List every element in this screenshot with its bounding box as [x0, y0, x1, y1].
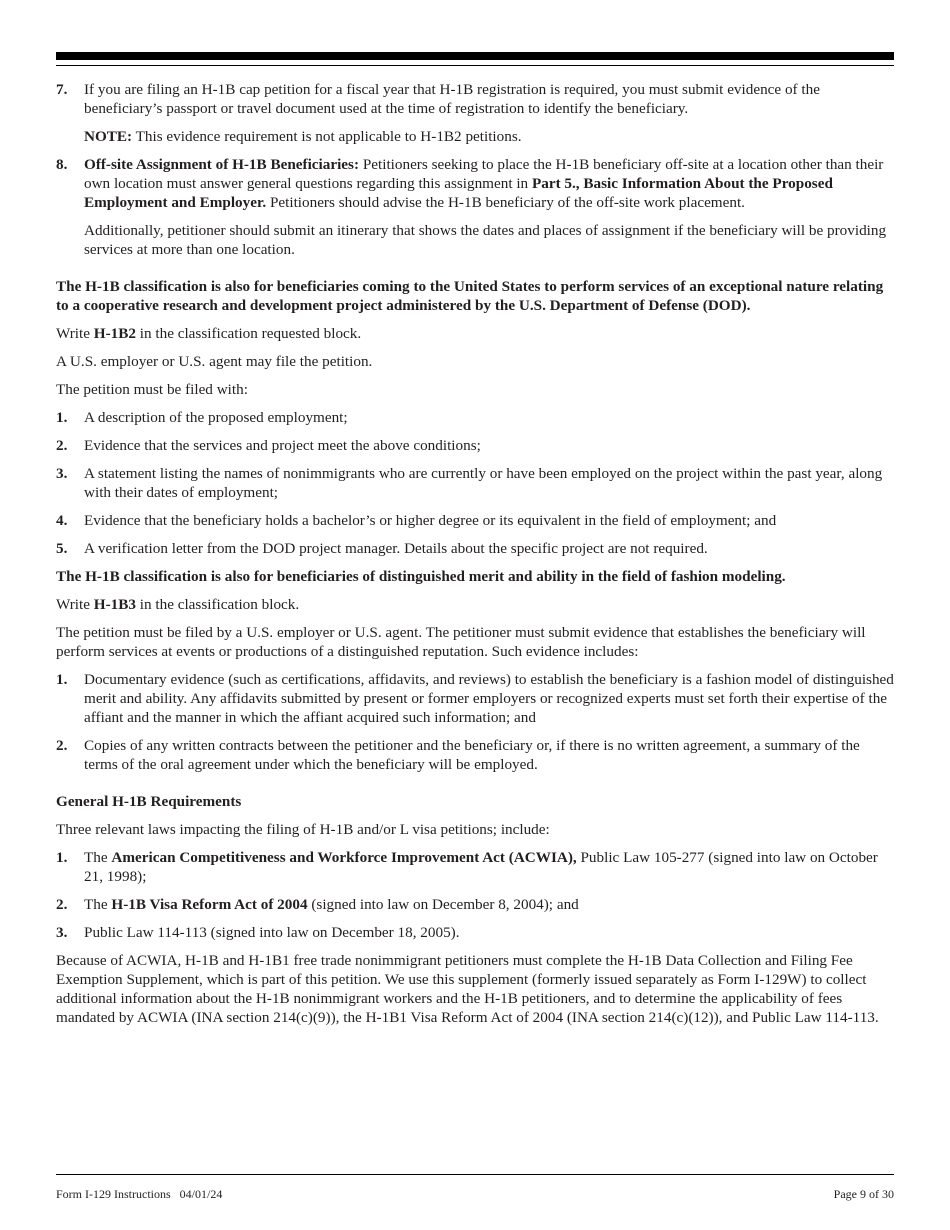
item-number: 3.	[56, 924, 68, 941]
general-intro: Three relevant laws impacting the filing of H-1B and/or L visa petitions; include:	[56, 821, 550, 838]
write-prefix: Write	[56, 325, 94, 342]
item-number: 4.	[56, 512, 68, 529]
list-item	[56, 408, 894, 427]
write-suffix: in the classification block.	[135, 596, 300, 613]
item-text: A statement listing the names of nonimmigrants who are currently or have been employed on the project within the past year, along with their dates of employment;	[84, 465, 883, 501]
list-item	[56, 436, 894, 455]
section-heading-dod: The H-1B classification is also for beneficiaries coming to the United States to perform services of an exceptional nature relating to a cooperative research and development project administered by the U.S. Department of Defense (DOD).	[56, 278, 884, 314]
item-number: 1.	[56, 671, 68, 688]
item-text	[84, 848, 894, 886]
section-heading-fashion: The H-1B classification is also for beneficiaries of distinguished merit and ability in the field of fashion modeling.	[56, 568, 786, 585]
item-prefix: The	[84, 896, 112, 913]
list-item	[56, 736, 894, 774]
list-item	[56, 80, 894, 118]
item-number: 1.	[56, 849, 68, 866]
item-text: Public Law 114-113 (signed into law on December 18, 2005).	[84, 924, 460, 941]
additional-note: Additionally, petitioner should submit an itinerary that shows the dates and places of assignment if the beneficiary will be providing services at more than one location.	[84, 222, 887, 258]
footer-rule	[56, 1174, 894, 1175]
item-number: 2.	[56, 437, 68, 454]
section-heading-general: General H-1B Requirements	[56, 793, 242, 810]
list-item	[56, 670, 894, 727]
header-rule-thick	[56, 52, 894, 60]
item-text	[84, 895, 894, 914]
item-text: Evidence that the services and project meet the above conditions;	[84, 437, 481, 454]
law-name: American Competitiveness and Workforce Improvement Act (ACWIA),	[111, 849, 577, 866]
agent-text: A U.S. employer or U.S. agent may file the petition.	[56, 353, 373, 370]
list-item	[56, 895, 894, 914]
list-item	[56, 155, 894, 212]
footer-form-name: Form I-129 Instructions 04/01/24	[56, 1187, 223, 1201]
item-title: Off-site Assignment of H-1B Beneficiaries:	[84, 156, 360, 173]
list-item	[56, 464, 894, 502]
closing-paragraph: Because of ACWIA, H-1B and H-1B1 free trade nonimmigrant petitioners must complete the H-1B Data Collection and Filing Fee Exemption Supplement, which is part of this petition. We use this supplement (formerly issued separately as Form I-129W) to collect additional information about the H-1B nonimmigrant workers and the H-1B petitioners, and to determine the applicability of fees mandated by ACWIA (INA section 214(c)(9)), the H-1B1 Visa Reform Act of 2004 (INA section 214(c)(12)), and Public Law 114-113.	[56, 952, 879, 1026]
write-prefix: Write	[56, 596, 94, 613]
law-name: H-1B Visa Reform Act of 2004	[111, 896, 308, 913]
footer-page-number: Page 9 of 30	[833, 1187, 894, 1201]
item-text	[84, 155, 894, 212]
list-item	[56, 539, 894, 558]
item-text: Documentary evidence (such as certifications, affidavits, and reviews) to establish the beneficiary is a fashion model of distinguished merit and ability. Any affidavits submitted by present or former employers or recognized experts must set forth their expertise of the affiant and the manner in which the affiant acquired such information; and	[84, 671, 894, 726]
item-text: A description of the proposed employment;	[84, 409, 348, 426]
item-suffix: (signed into law on December 8, 2004); and	[307, 896, 579, 913]
note-label: NOTE:	[84, 128, 133, 145]
item-text: A verification letter from the DOD project manager. Details about the specific project are not required.	[84, 540, 708, 557]
classification-code: H-1B3	[93, 596, 136, 613]
write-instruction	[56, 324, 894, 343]
filed-with-text: The petition must be filed with:	[56, 381, 248, 398]
page-content	[56, 80, 894, 1036]
item-text: Copies of any written contracts between the petitioner and the beneficiary or, if there is no written agreement, a summary of the terms of the oral agreement under which the beneficiary will be employed.	[84, 737, 860, 773]
item-number: 2.	[56, 896, 68, 913]
item-suffix: Public Law 105-277 (signed into law on October 21, 1998);	[84, 849, 878, 885]
note	[84, 127, 894, 146]
item-body: Petitioners should advise the H-1B beneficiary of the off-site work placement.	[266, 194, 745, 211]
fashion-intro: The petition must be filed by a U.S. employer or U.S. agent. The petitioner must submit evidence that establishes the beneficiary will perform services at events or productions of a distinguished reputation. Such evidence includes:	[56, 624, 866, 660]
list-item	[56, 511, 894, 530]
item-text: Evidence that the beneficiary holds a bachelor’s or higher degree or its equivalent in the field of employment; and	[84, 512, 777, 529]
item-number: 5.	[56, 540, 68, 557]
classification-code: H-1B2	[93, 325, 136, 342]
item-body: Petitioners seeking to place the H-1B beneficiary off-site at a location other than their own location must answer general questions regarding this assignment in	[84, 156, 884, 192]
header-rule-thin	[56, 65, 894, 66]
write-suffix: in the classification requested block.	[135, 325, 362, 342]
item-ref: Part 5., Basic Information About the Proposed Employment and Employer.	[84, 175, 833, 211]
list-item	[56, 923, 894, 942]
item-text: If you are filing an H-1B cap petition for a fiscal year that H-1B registration is required, you must submit evidence of the beneficiary’s passport or travel document used at the time of registration to identify the beneficiary.	[84, 81, 820, 117]
item-number: 7.	[56, 81, 68, 98]
item-number: 3.	[56, 465, 68, 482]
item-number: 2.	[56, 737, 68, 754]
item-number: 1.	[56, 409, 68, 426]
write-instruction	[56, 595, 894, 614]
item-number: 8.	[56, 156, 68, 173]
note-text: This evidence requirement is not applicable to H-1B2 petitions.	[132, 128, 522, 145]
item-prefix: The	[84, 849, 112, 866]
list-item	[56, 848, 894, 886]
